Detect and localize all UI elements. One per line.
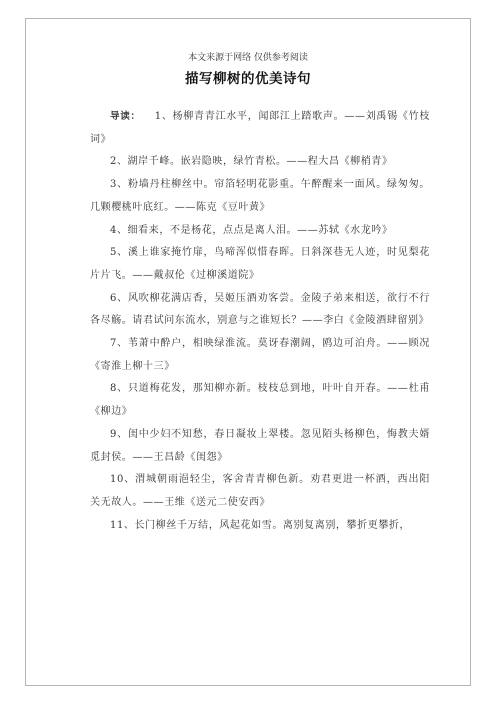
lead-label: 导读： xyxy=(110,111,141,122)
poem-item: 6、风吹柳花满店香，吴姬压酒劝客尝。金陵子弟来相送，欲行不行各尽觞。请君试问东流水，别意与之谁短长？——李白《金陵酒肆留别》 xyxy=(90,292,430,327)
poem-item: 8、只道梅花发，那知柳亦新。枝枝总到地，叶叶自开春。——杜甫《柳边》 xyxy=(90,383,430,418)
poem-item: 导读： 1、杨柳青青江水平，闻郎江上踏歌声。——刘禹锡《竹枝词》 xyxy=(90,111,430,145)
poem-item: 7、苇萧中酔户，相映绿淮流。莫讶春潮阔，鸥边可泊舟。——顾况《寄淮上柳十三》 xyxy=(90,338,430,372)
poem-list xyxy=(90,106,430,537)
poem-item: 11、长门柳丝千万结，风起花如雪。离别复离别，攀折更攀折， xyxy=(110,519,411,531)
page-title: 描写柳树的优美诗句 xyxy=(185,71,311,87)
poem-item: 2、湖岸千峰。嵌岩隐映，绿竹青松。——程大昌《柳梢青》 xyxy=(110,156,393,168)
poem-item: 5、溪上谁家掩竹扉，鸟啼浑似惜春晖。日斜深巷无人迹，时见梨花片片飞。——戴叔伦《过柳溪道院》 xyxy=(90,247,430,281)
poem-item: 10、渭城朝雨浥轻尘，客舍青青柳色新。劝君更进一杯酒，西出阳关无故人。——王维《送元二使安西》 xyxy=(90,474,430,508)
source-note: 本文来源于网络 仅供参考阅读 xyxy=(188,53,308,63)
poem-item: 4、细看来，不是杨花，点点是离人泪。——苏轼《水龙吟》 xyxy=(110,224,393,236)
poem-item: 9、闺中少妇不知愁，春日凝妆上翠楼。忽见陌头杨柳色，悔教夫婿觅封侯。——王昌龄《闺怨》 xyxy=(90,428,430,463)
poem-item: 3、粉墙丹柱柳丝中。帘箔轻明花影重。午醉醒来一面风。绿匆匆。几颗樱桃叶底红。——陈克《豆叶黄》 xyxy=(90,179,430,213)
